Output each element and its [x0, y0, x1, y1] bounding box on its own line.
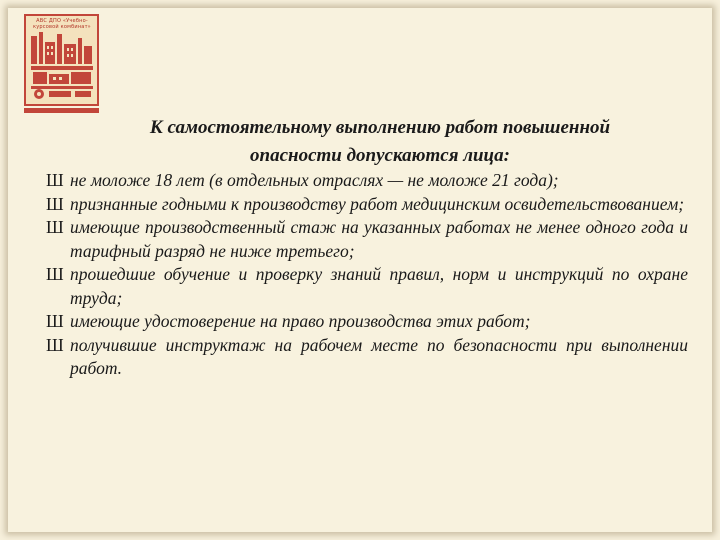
- list-item: [46, 216, 688, 263]
- logo-text: АВС ДПО «Учебно-курсовой комбинат»: [33, 18, 91, 30]
- requirements-list: [46, 169, 688, 381]
- industrial-emblem-icon: [29, 30, 95, 102]
- bullet-glyph: Ш: [46, 170, 64, 190]
- list-item: [46, 169, 688, 193]
- list-item-text: имеющие удостоверение на право производства этих работ;: [70, 311, 531, 331]
- slide-title: [60, 114, 700, 170]
- logo-divider: [24, 108, 99, 113]
- title-line-2: опасности допускаются лица:: [250, 145, 510, 166]
- organization-logo: [24, 14, 99, 106]
- list-item-text: получившие инструктаж на рабочем месте по безопасности при выполнении работ.: [70, 334, 688, 378]
- bullet-glyph: Ш: [46, 193, 64, 214]
- bullet-glyph: Ш: [46, 264, 64, 284]
- list-item: [46, 193, 688, 217]
- bullet-glyph: Ш: [46, 311, 64, 331]
- list-item: [46, 263, 688, 310]
- list-item: [46, 334, 688, 381]
- bullet-glyph: Ш: [46, 217, 64, 237]
- list-item: [46, 310, 688, 334]
- bullet-glyph: Ш: [46, 334, 64, 355]
- title-line-1: К самостоятельному выполнению работ повышенной: [149, 117, 611, 138]
- list-item-text: имеющие производственный стаж на указанных работах не менее одного года и тарифный разряд не ниже третьего;: [70, 217, 688, 261]
- list-item-text: прошедшие обучение и проверку знаний правил, норм и инструкций по охране труда;: [70, 264, 688, 308]
- list-item-text: признанные годными к производству работ медицинским освидетельствованием;: [70, 193, 685, 214]
- list-item-text: не моложе 18 лет (в отдельных отраслях — не моложе 21 года);: [70, 170, 559, 190]
